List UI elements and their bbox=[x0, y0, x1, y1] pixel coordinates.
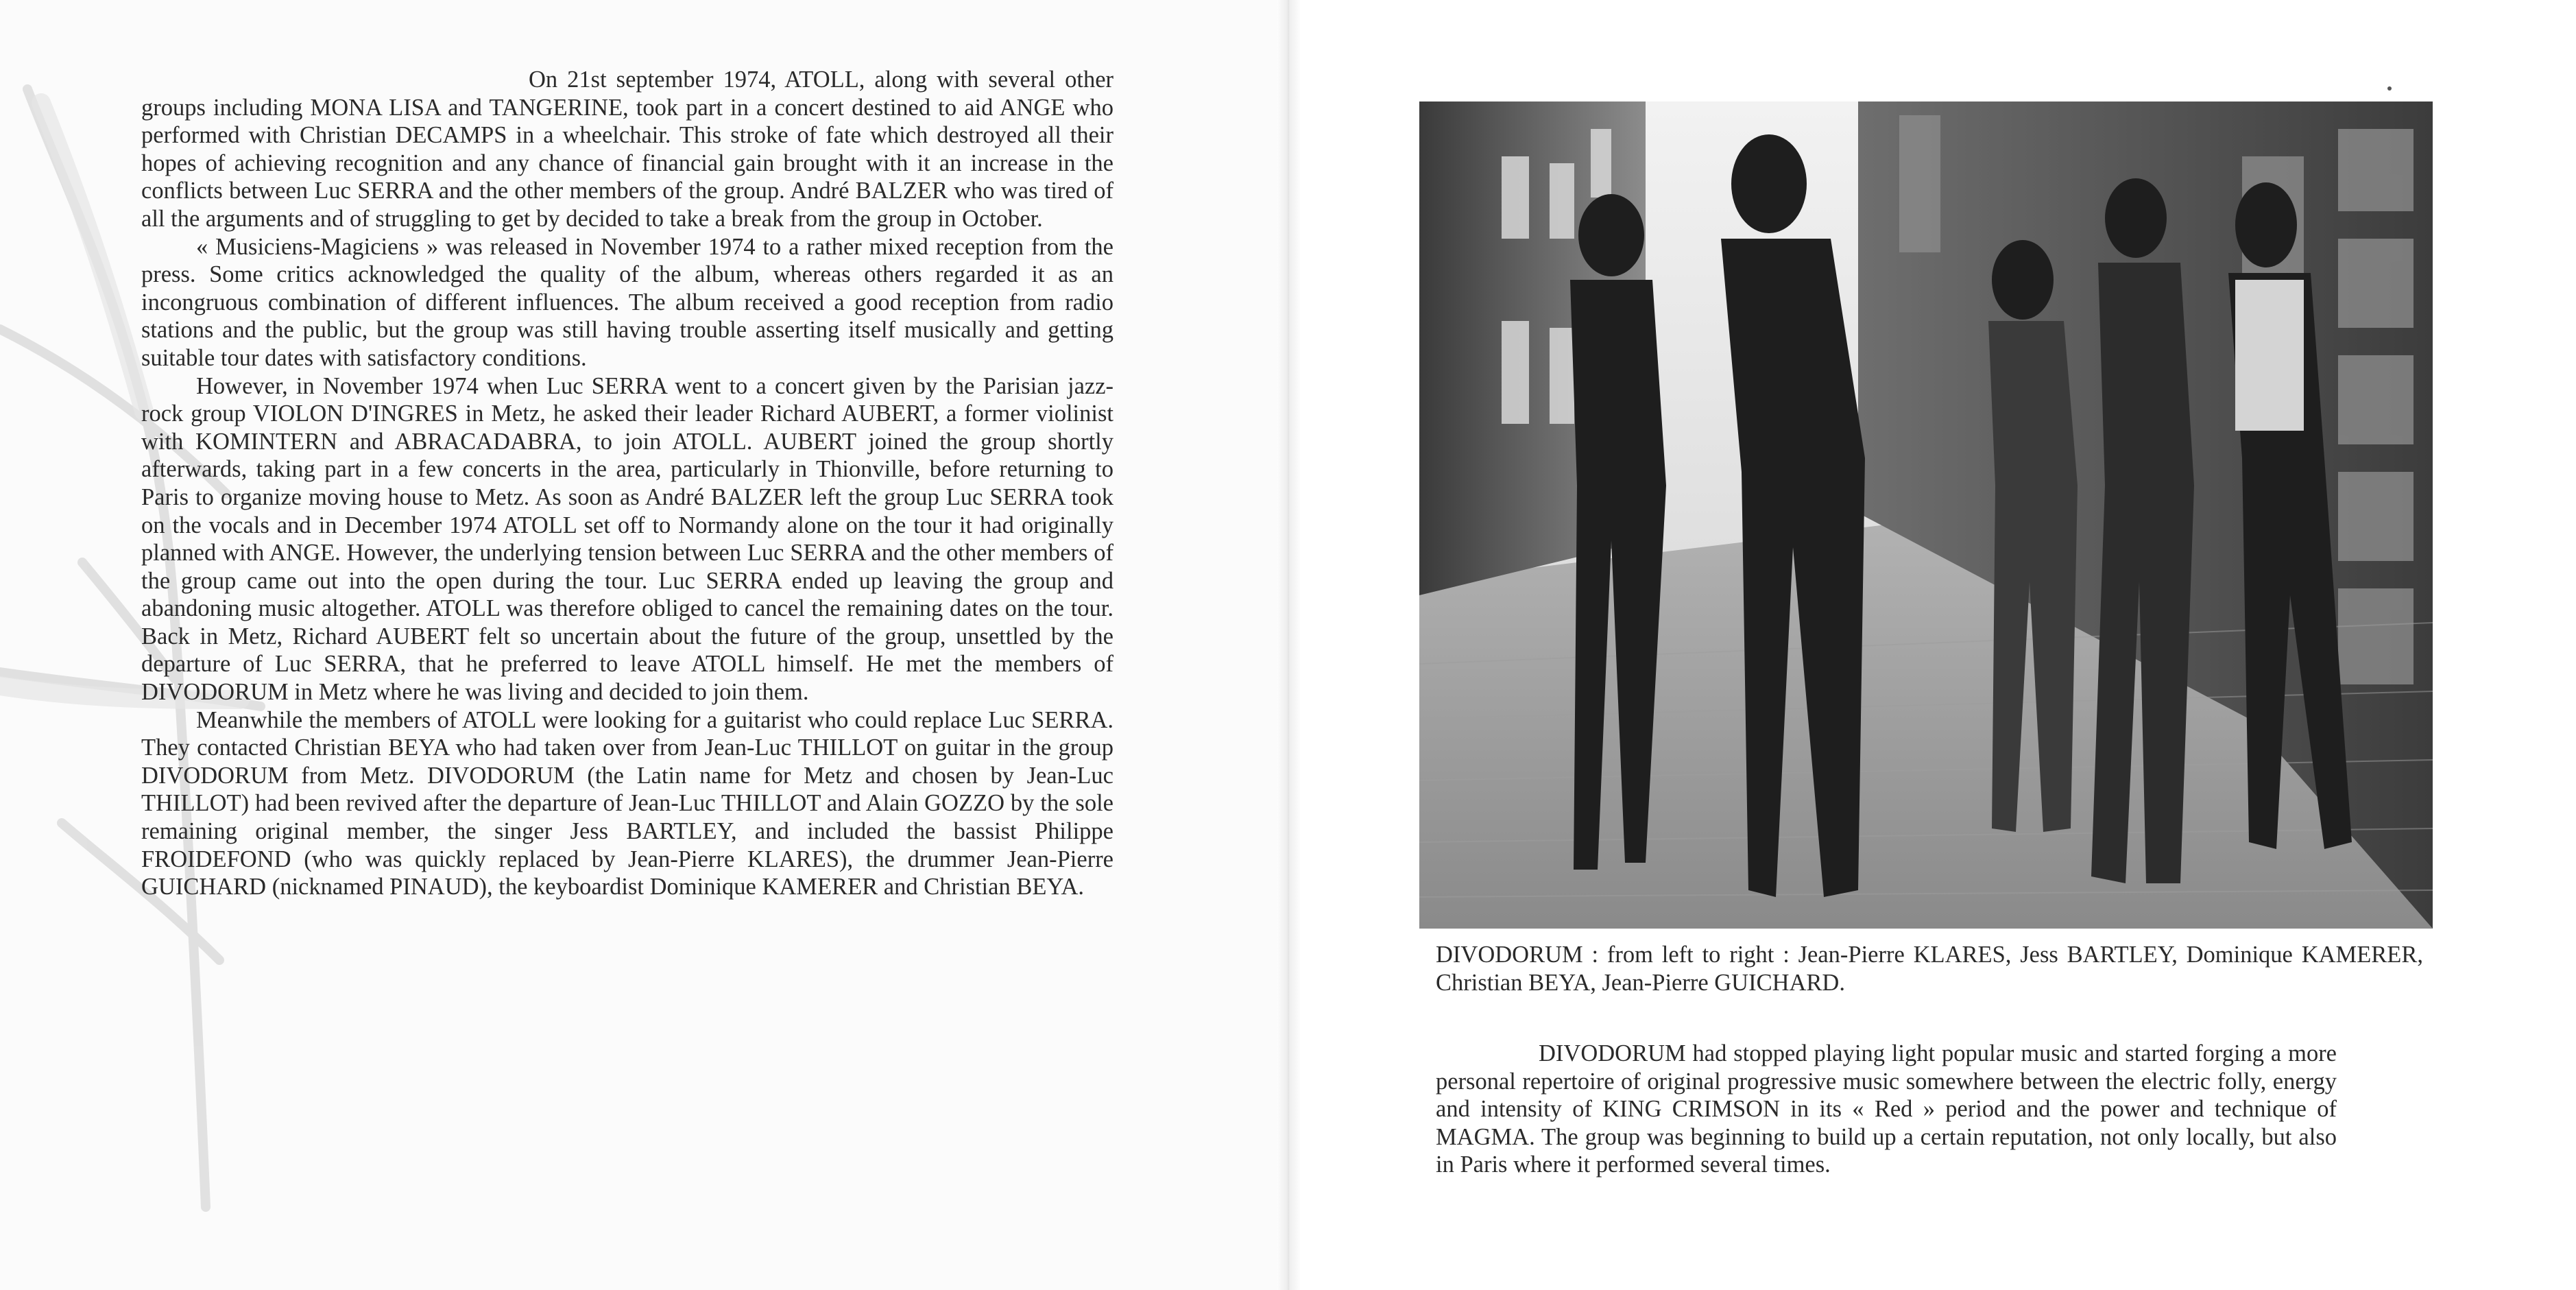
band-photo bbox=[1419, 101, 2433, 929]
print-speck bbox=[2387, 86, 2392, 91]
left-body-text bbox=[141, 66, 1114, 901]
paragraph-4: Meanwhile the members of ATOLL were looking for a guitarist who could replace Luc SERRA. They contacted Christian BEYA who had taken over from Jean-Luc THILLOT on guitar in the group DIVODORUM from Metz. DIVODORUM (the Latin name for Metz and chosen by Jean-Luc THILLOT) had been revived after the departure of Jean-Luc THILLOT and Alain GOZZO by the sole remaining original member, the singer Jess BARTLEY, and included the bassist Philippe FROIDEFOND (who was quickly replaced by Jean-Pierre KLARES), the drummer Jean-Pierre GUICHARD (nicknamed PINAUD), the keyboardist Dominique KAMERER and Christian BEYA. bbox=[141, 706, 1114, 900]
right-page bbox=[1300, 0, 2576, 1290]
paragraph-2: « Musiciens-Magiciens » was released in November 1974 to a rather mixed reception from the press. Some critics acknowledged the quality of the album, whereas others regarded it as an incongruous combination of different influences. The album received a good reception from radio stations and the public, but the group was still having trouble asserting itself musically and getting suitable tour dates with satisfactory conditions. bbox=[141, 233, 1114, 371]
right-body-text: DIVODORUM had stopped playing light popular music and started forging a more personal repertoire of original progressive music somewhere between the electric folly, energy and intensity of KING CRIMSON in its « Red » period and the power and technique of MAGMA. The group was beginning to build up a certain reputation, not only locally, but also in Paris where it performed several times. bbox=[1436, 1040, 2337, 1178]
photo-caption: DIVODORUM : from left to right : Jean-Pierre KLARES, Jess BARTLEY, Dominique KAMERER, Christian BEYA, Jean-Pierre GUICHARD. bbox=[1436, 942, 2423, 996]
page-gutter bbox=[1277, 0, 1300, 1290]
paragraph-3: However, in November 1974 when Luc SERRA went to a concert given by the Parisian jazz-rock group VIOLON D'INGRES in Metz, he asked their leader Richard AUBERT, a former violinist with KOMINTERN and ABRACADABRA, to join ATOLL. AUBERT joined the group shortly afterwards, taking part in a few concerts in the area, particularly in Thionville, before returning to Paris to organize moving house to Metz. As soon as André BALZER left the group Luc SERRA took on the vocals and in December 1974 ATOLL set off to Normandy alone on the tour it had originally planned with ANGE. However, the underlying tension between Luc SERRA and the other members of the group came out into the open during the tour. Luc SERRA ended up leaving the group and abandoning music altogether. ATOLL was therefore obliged to cancel the remaining dates on the tour. Back in Metz, Richard AUBERT felt so uncertain about the future of the group, unsettled by the departure of Luc SERRA, that he preferred to leave ATOLL himself. He met the members of DIVODORUM in Metz where he was living and decided to join them. bbox=[141, 372, 1114, 706]
paragraph-1: On 21st september 1974, ATOLL, along with several other groups including MONA LISA and TANGERINE, took part in a concert destined to aid ANGE who performed with Christian DECAMPS in a wheelchair. This stroke of fate which destroyed all their hopes of achieving recognition and any chance of financial gain brought with it an increase in the conflicts between Luc SERRA and the other members of the group. André BALZER who was tired of all the arguments and of struggling to get by decided to take a break from the group in October. bbox=[141, 67, 1114, 232]
